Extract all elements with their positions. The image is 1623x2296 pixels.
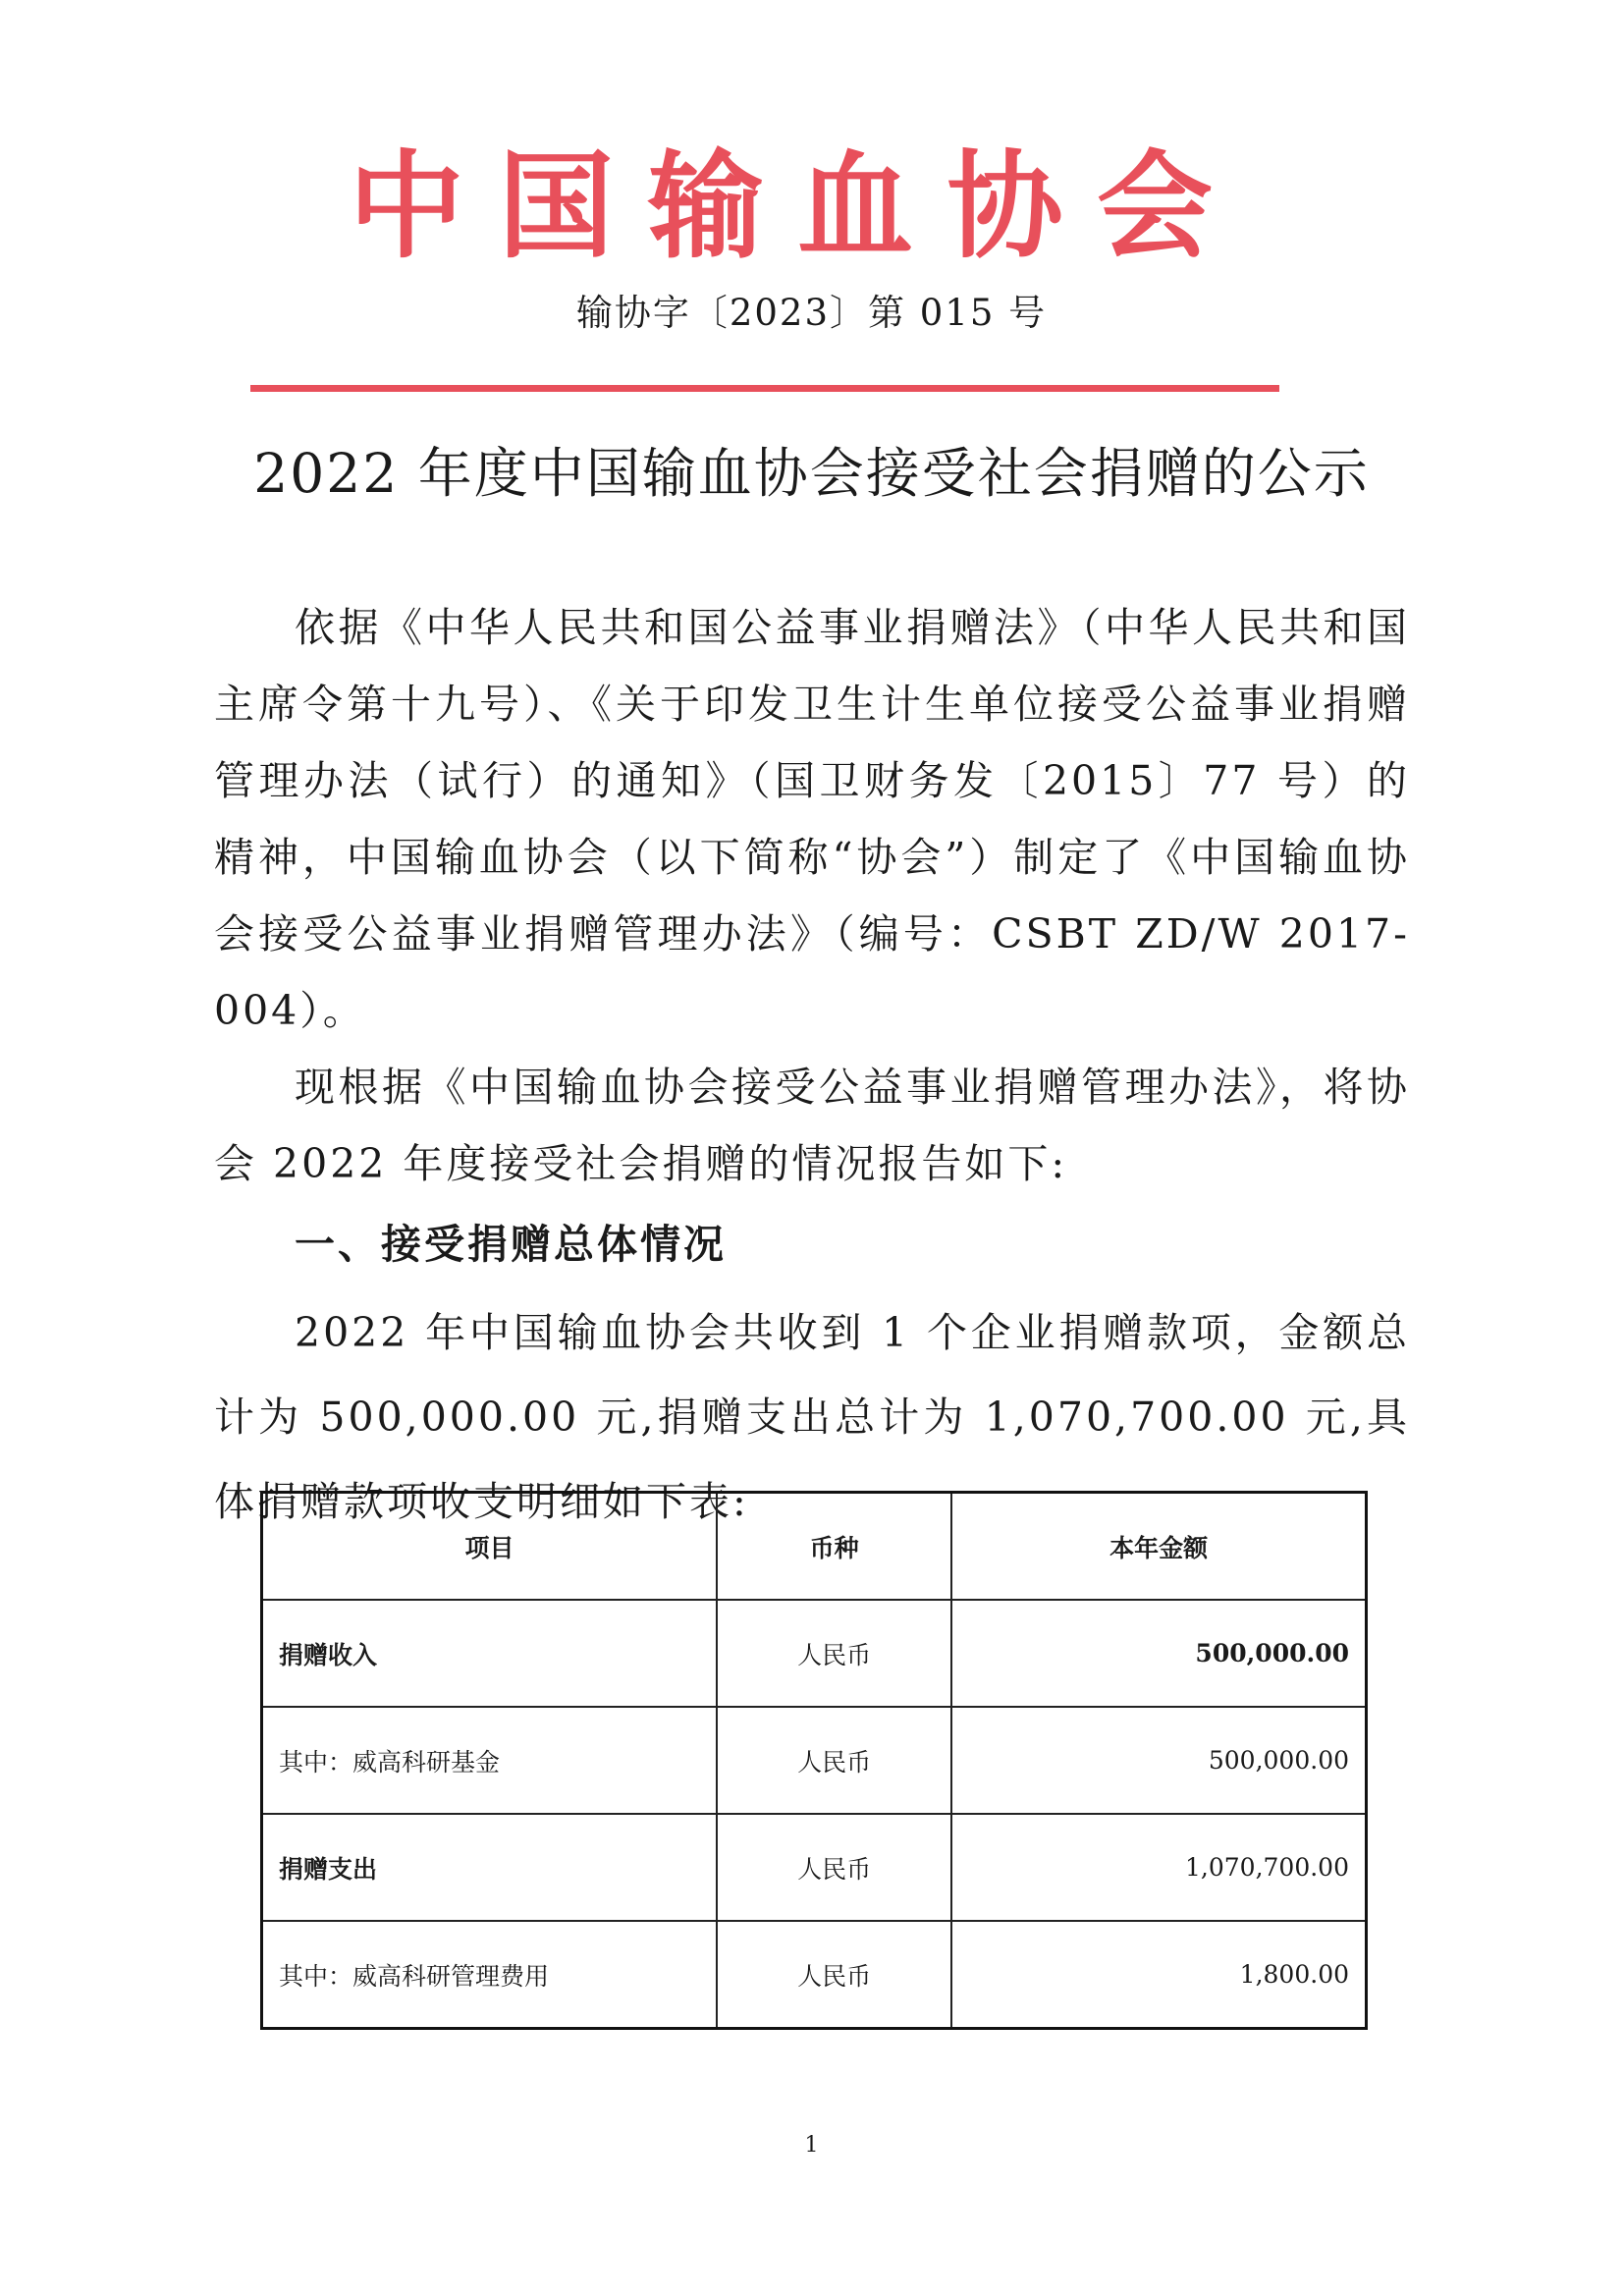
column-header-amount: 本年金额	[951, 1493, 1366, 1601]
table-row	[262, 1600, 1367, 1707]
column-header-currency: 币种	[717, 1493, 951, 1601]
table-row	[262, 1921, 1367, 2029]
row-item: 其中：威高科研管理费用	[262, 1921, 718, 2029]
paragraph-legal-basis: 依据《中华人民共和国公益事业捐赠法》（中华人民共和国主席令第十九号）、《关于印发卫生计生单位接受公益事业捐赠管理办法（试行）的通知》（国卫财务发〔2015〕77 号）的精神，中国输血协会（以下简称“协会”）制定了《中国输血协会接受公益事业捐赠管理办法》（编号：CSBT ZD/W 2017-004）。	[214, 604, 1410, 1034]
row-amount: 1,800.00	[951, 1921, 1366, 2029]
document-body	[214, 589, 1410, 1544]
organization-name-header	[349, 137, 1213, 275]
document-title: 2022 年度中国输血协会接受社会捐赠的公示	[253, 442, 1370, 505]
org-char: 输	[647, 137, 764, 274]
donation-table	[260, 1491, 1368, 2030]
row-item: 其中：威高科研基金	[262, 1707, 718, 1814]
row-currency: 人民币	[717, 1921, 951, 2029]
header-divider	[250, 385, 1279, 392]
org-char: 国	[498, 137, 615, 274]
row-amount: 500,000.00	[951, 1707, 1366, 1814]
paragraph-report-intro: 现根据《中国输血协会接受公益事业捐赠管理办法》，将协会 2022 年度接受社会捐赠的情况报告如下:	[214, 1064, 1410, 1187]
org-char: 协	[947, 137, 1063, 274]
row-currency: 人民币	[717, 1600, 951, 1707]
row-item: 捐赠收入	[262, 1600, 718, 1707]
document-number: 输协字〔2023〕第 015 号	[575, 292, 1048, 334]
row-currency: 人民币	[717, 1707, 951, 1814]
column-header-item: 项目	[262, 1493, 718, 1601]
row-amount: 1,070,700.00	[951, 1814, 1366, 1921]
row-amount: 500,000.00	[951, 1600, 1366, 1707]
table-row	[262, 1814, 1367, 1921]
row-currency: 人民币	[717, 1814, 951, 1921]
table-row	[262, 1707, 1367, 1814]
paragraph-summary: 2022 年中国输血协会共收到 1 个企业捐赠款项，金额总计为 500,000.00 元,捐赠支出总计为 1,070,700.00 元,具体捐赠款项收支明细如下表:	[214, 1309, 1410, 1525]
org-char: 中	[349, 137, 465, 274]
page-number: 1	[804, 2133, 819, 2158]
table-header-row	[262, 1493, 1367, 1601]
org-char: 会	[1096, 137, 1213, 274]
section-heading: 一、接受捐赠总体情况	[295, 1221, 727, 1268]
row-item: 捐赠支出	[262, 1814, 718, 1921]
org-char: 血	[797, 137, 914, 274]
